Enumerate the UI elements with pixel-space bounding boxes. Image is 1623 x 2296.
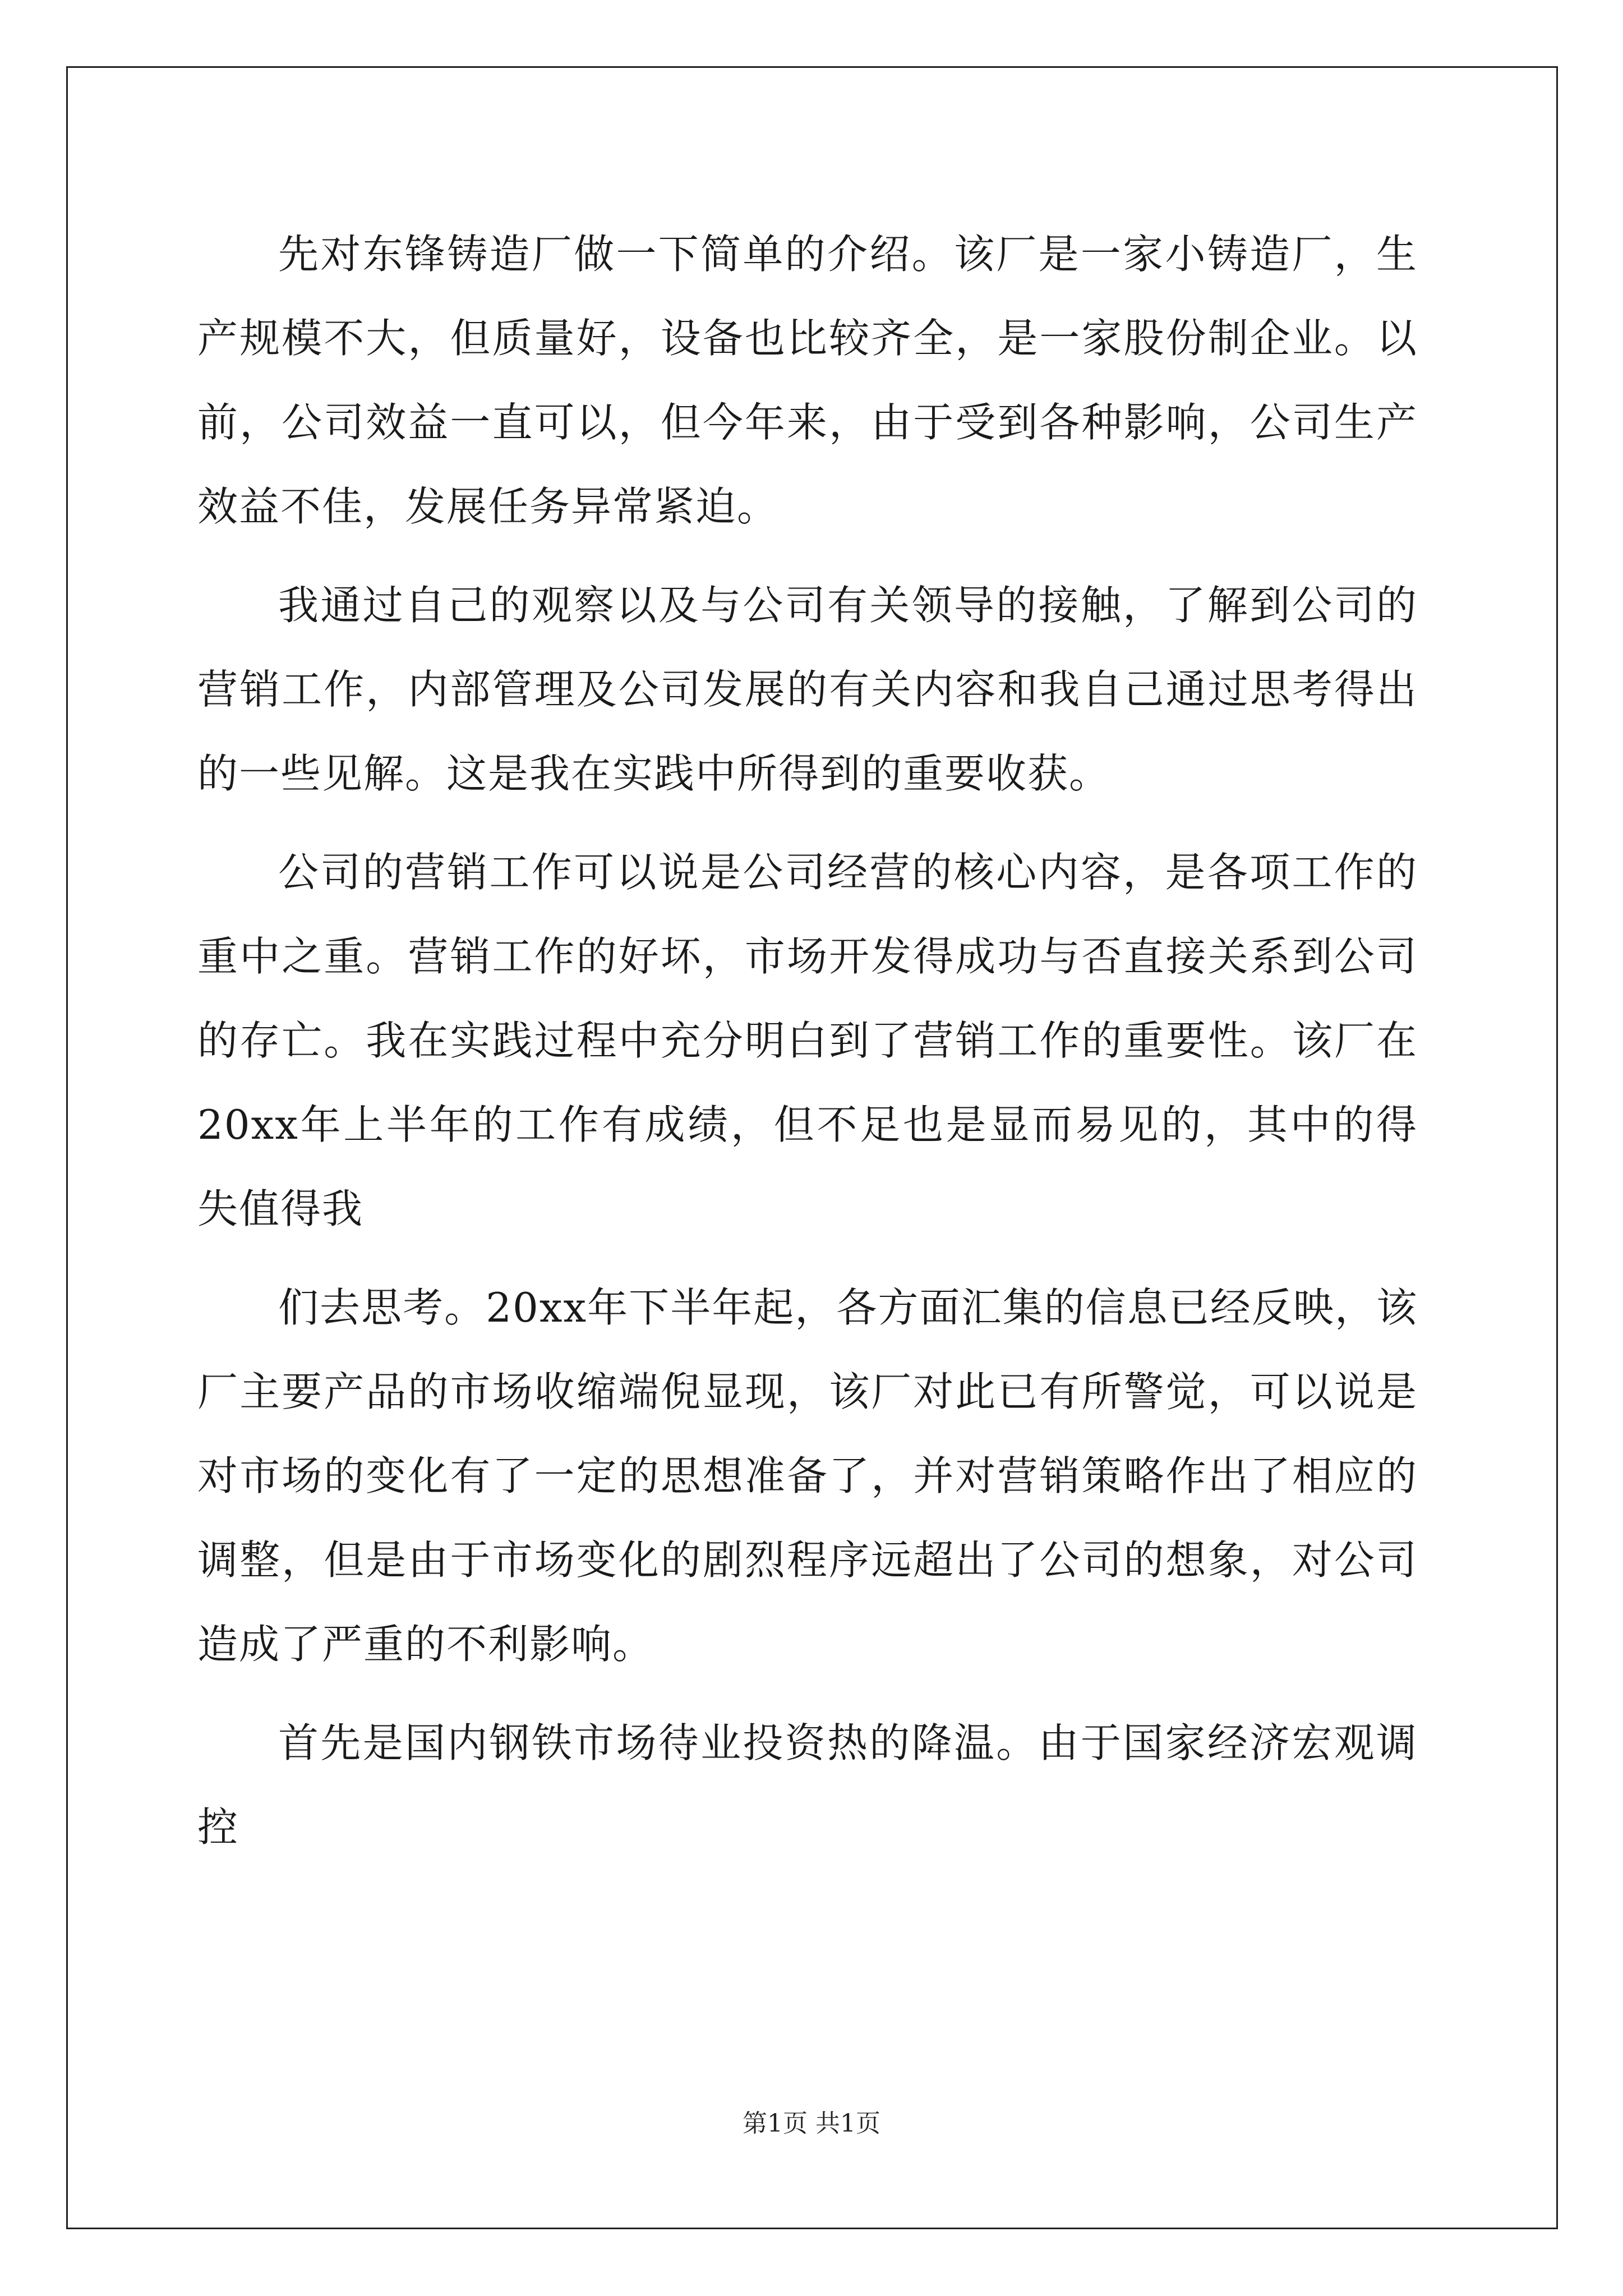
paragraph: 们去思考。20xx年下半年起，各方面汇集的信息已经反映，该厂主要产品的市场收缩端倪显现，该厂对此已有所警觉，可以说是对市场的变化有了一定的思想准备了，并对营销策略作出了相应的调整，但是由于市场变化的剧烈程序远超出了公司的想象，对公司造成了严重的不利影响。 xyxy=(197,1284,1418,1668)
paragraph: 先对东锋铸造厂做一下简单的介绍。该厂是一家小铸造厂，生产规模不大，但质量好，设备也比较齐全，是一家股份制企业。以前，公司效益一直可以，但今年来，由于受到各种影响，公司生产效益不佳，发展任务异常紧迫。 xyxy=(197,231,1418,530)
document-body xyxy=(197,212,1418,1869)
paragraph: 我通过自己的观察以及与公司有关领导的接触，了解到公司的营销工作，内部管理及公司发展的有关内容和我自己通过思考得出的一些见解。这是我在实践中所得到的重要收获。 xyxy=(197,582,1418,797)
paragraph: 公司的营销工作可以说是公司经营的核心内容，是各项工作的重中之重。营销工作的好坏，市场开发得成功与否直接关系到公司的存亡。我在实践过程中充分明白到了营销工作的重要性。该厂在20xx年上半年的工作有成绩，但不足也是显而易见的，其中的得失值得我 xyxy=(197,849,1418,1232)
page-footer: 第1页 共1页 xyxy=(743,2109,880,2138)
paragraph: 首先是国内钢铁市场待业投资热的降温。由于国家经济宏观调控 xyxy=(197,1719,1418,1851)
